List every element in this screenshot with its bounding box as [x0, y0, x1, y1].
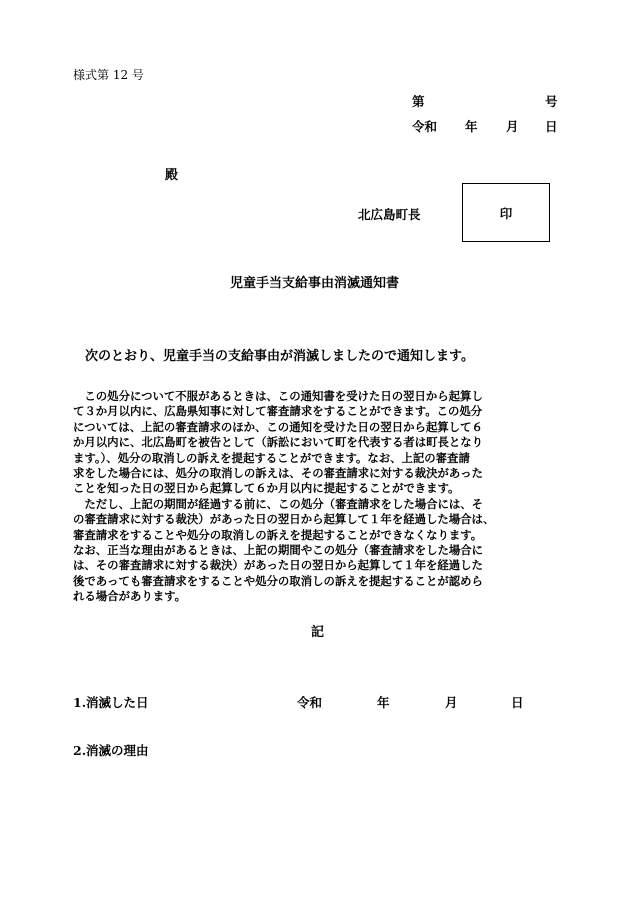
notice-line: については、上記の審査請求のほか、この通知を受けた日の翌日から起算して６	[73, 419, 483, 434]
notice-line: は、その審査請求に対する裁決）があった日の翌日から起算して１年を経過した	[73, 558, 483, 573]
issue-date-year: 年	[465, 119, 478, 134]
document-number-prefix: 第	[412, 94, 425, 109]
addressee-honorific: 殿	[165, 168, 179, 183]
issue-date-month: 月	[506, 119, 519, 134]
intro-statement: 次のとおり、児童手当の支給事由が消滅しましたので通知します。	[85, 349, 474, 364]
issue-date-era: 令和	[412, 119, 438, 134]
notice-line: れる場合があります。	[73, 589, 186, 604]
issuer-name: 北広島町長	[358, 207, 421, 222]
extinction-date-era: 令和	[297, 695, 323, 710]
notice-line: か月以内に、北広島町を被告として（訴訟において町を代表する者は町長となり	[73, 435, 484, 450]
notice-line: ことを知った日の翌日から起算して６か月以内に提起することができます。	[73, 481, 460, 496]
notice-line: ただし、上記の期間が経過する前に、この処分（審査請求をした場合には、そ	[73, 496, 484, 511]
notice-line: 求をした場合には、処分の取消しの訴えは、その審査請求に対する裁決があった	[73, 466, 483, 481]
notice-line: なお、正当な理由があるときは、上記の期間やこの処分（審査請求をした場合に	[73, 543, 484, 558]
notice-line: 審査請求をすることや処分の取消しの訴えを提起することができなくなります。	[73, 527, 483, 542]
notice-line: ます。）、処分の取消しの訴えを提起することができます。なお、上記の審査請	[73, 450, 470, 465]
document-number-suffix: 号	[545, 94, 558, 109]
extinction-date-label: 1.消滅した日	[73, 695, 149, 710]
seal-box	[462, 183, 550, 242]
document-title: 児童手当支給事由消滅通知書	[230, 276, 400, 291]
appeal-notice	[73, 389, 558, 605]
notice-line: この処分について不服があるときは、この通知書を受けた日の翌日から起算し	[73, 389, 483, 403]
form-number: 様式第 12 号	[73, 68, 144, 82]
notice-line: 後であっても審査請求をすることや処分の取消しの訴えを提起することが認めら	[73, 573, 483, 588]
extinction-date-year: 年	[377, 695, 390, 710]
seal-label: 印	[499, 205, 513, 221]
notice-line: て３か月以内に、広島県知事に対して審査請求をすることができます。この処分	[73, 404, 483, 419]
extinction-date-month: 月	[445, 695, 458, 710]
issue-date-day: 日	[545, 119, 558, 134]
ki-heading: 記	[311, 625, 325, 640]
extinction-reason-label: 2.消滅の理由	[73, 743, 149, 758]
extinction-date-day: 日	[511, 695, 524, 710]
notice-line: の審査請求に対する裁決）があった日の翌日から起算して１年を経過した場合は、	[73, 512, 495, 527]
